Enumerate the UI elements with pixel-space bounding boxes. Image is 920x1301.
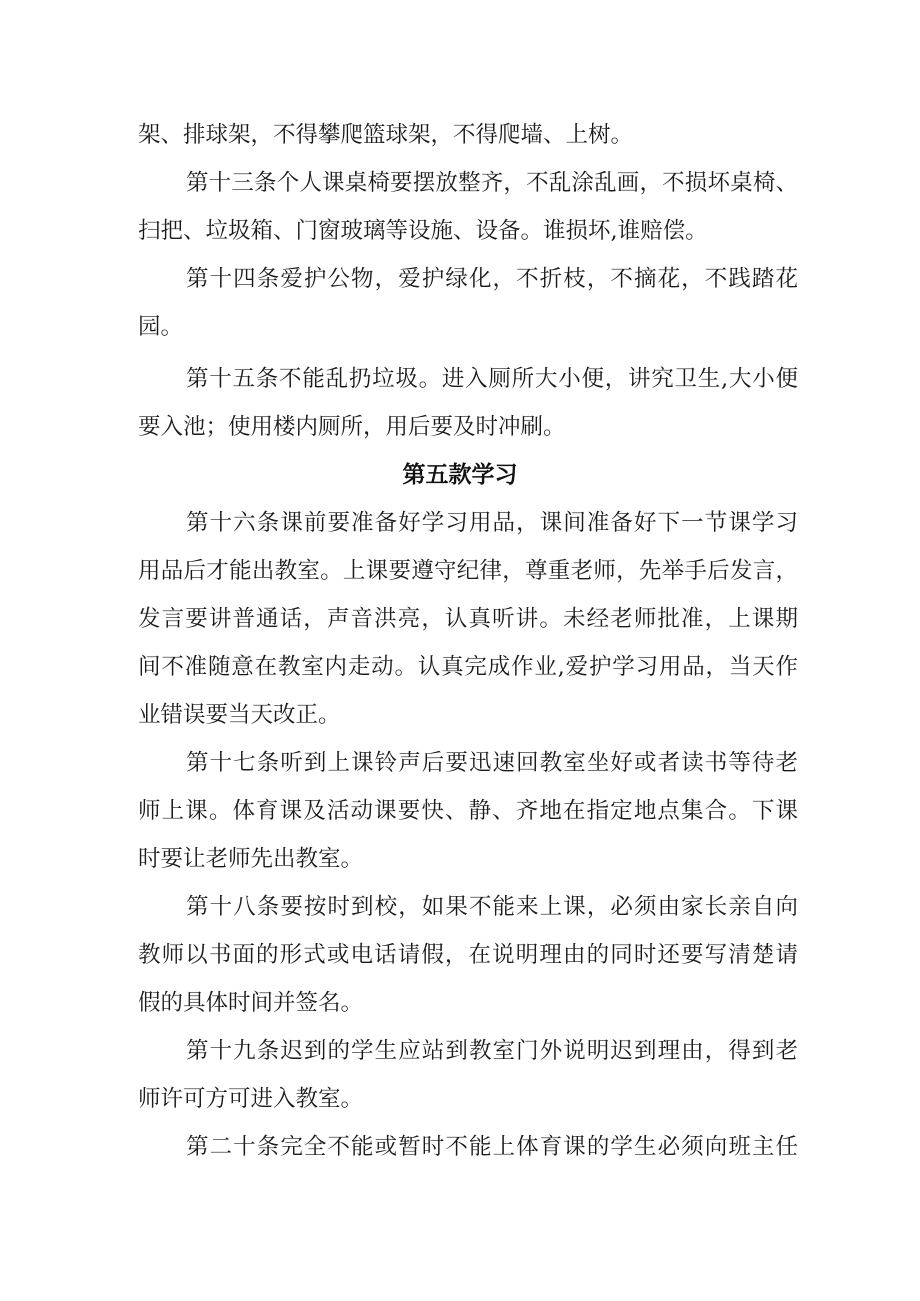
article-15-line-2: 要入池；使用楼内厕所，用后要及时冲刷。	[138, 414, 566, 440]
article-14-line-2: 园。	[138, 314, 184, 340]
article-16-line-5: 业错误要当天改正。	[138, 702, 341, 728]
article-16-line-4: 间不准随意在教室内走动。认真完成作业,爱护学习用品，当天作	[138, 654, 798, 680]
article-17-line-1: 第十七条听到上课铃声后要迅速回教室坐好或者读书等待老	[186, 750, 798, 776]
article-14-line-1: 第十四条爱护公物，爱护绿化，不折枝，不摘花，不践踏花	[186, 266, 798, 292]
article-17-line-2: 师上课。体育课及活动课要快、静、齐地在指定地点集合。下课	[138, 798, 798, 824]
article-18-line-1: 第十八条要按时到校，如果不能来上课，必须由家长亲自向	[186, 894, 798, 920]
article-15-line-1: 第十五条不能乱扔垃圾。进入厕所大小便，讲究卫生,大小便	[186, 366, 798, 392]
section-heading: 第五款学习	[402, 462, 518, 488]
article-18-line-3: 假的具体时间并签名。	[138, 990, 364, 1016]
article-20-line-1: 第二十条完全不能或暂时不能上体育课的学生必须向班主任	[186, 1134, 798, 1160]
article-19-line-1: 第十九条迟到的学生应站到教室门外说明迟到理由，得到老	[186, 1038, 798, 1064]
article-13-line-2: 扫把、垃圾箱、门窗玻璃等设施、设备。谁损坏,谁赔偿。	[138, 218, 708, 244]
paragraph-continuation-line-1: 架、排球架，不得攀爬篮球架，不得爬墙、上树。	[138, 122, 634, 148]
article-13-line-1: 第十三条个人课桌椅要摆放整齐，不乱涂乱画，不损坏桌椅、	[186, 170, 798, 196]
article-16-line-3: 发言要讲普通话，声音洪亮，认真听讲。未经老师批准，上课期	[138, 606, 798, 632]
article-16-line-1: 第十六条课前要准备好学习用品，课间准备好下一节课学习	[186, 510, 798, 536]
article-17-line-3: 时要让老师先出教室。	[138, 846, 364, 872]
article-16-line-2: 用品后才能出教室。上课要遵守纪律，尊重老师，先举手后发言，	[138, 558, 798, 584]
article-18-line-2: 教师以书面的形式或电话请假，在说明理由的同时还要写清楚请	[138, 942, 798, 968]
article-19-line-2: 师许可方可进入教室。	[138, 1086, 364, 1112]
